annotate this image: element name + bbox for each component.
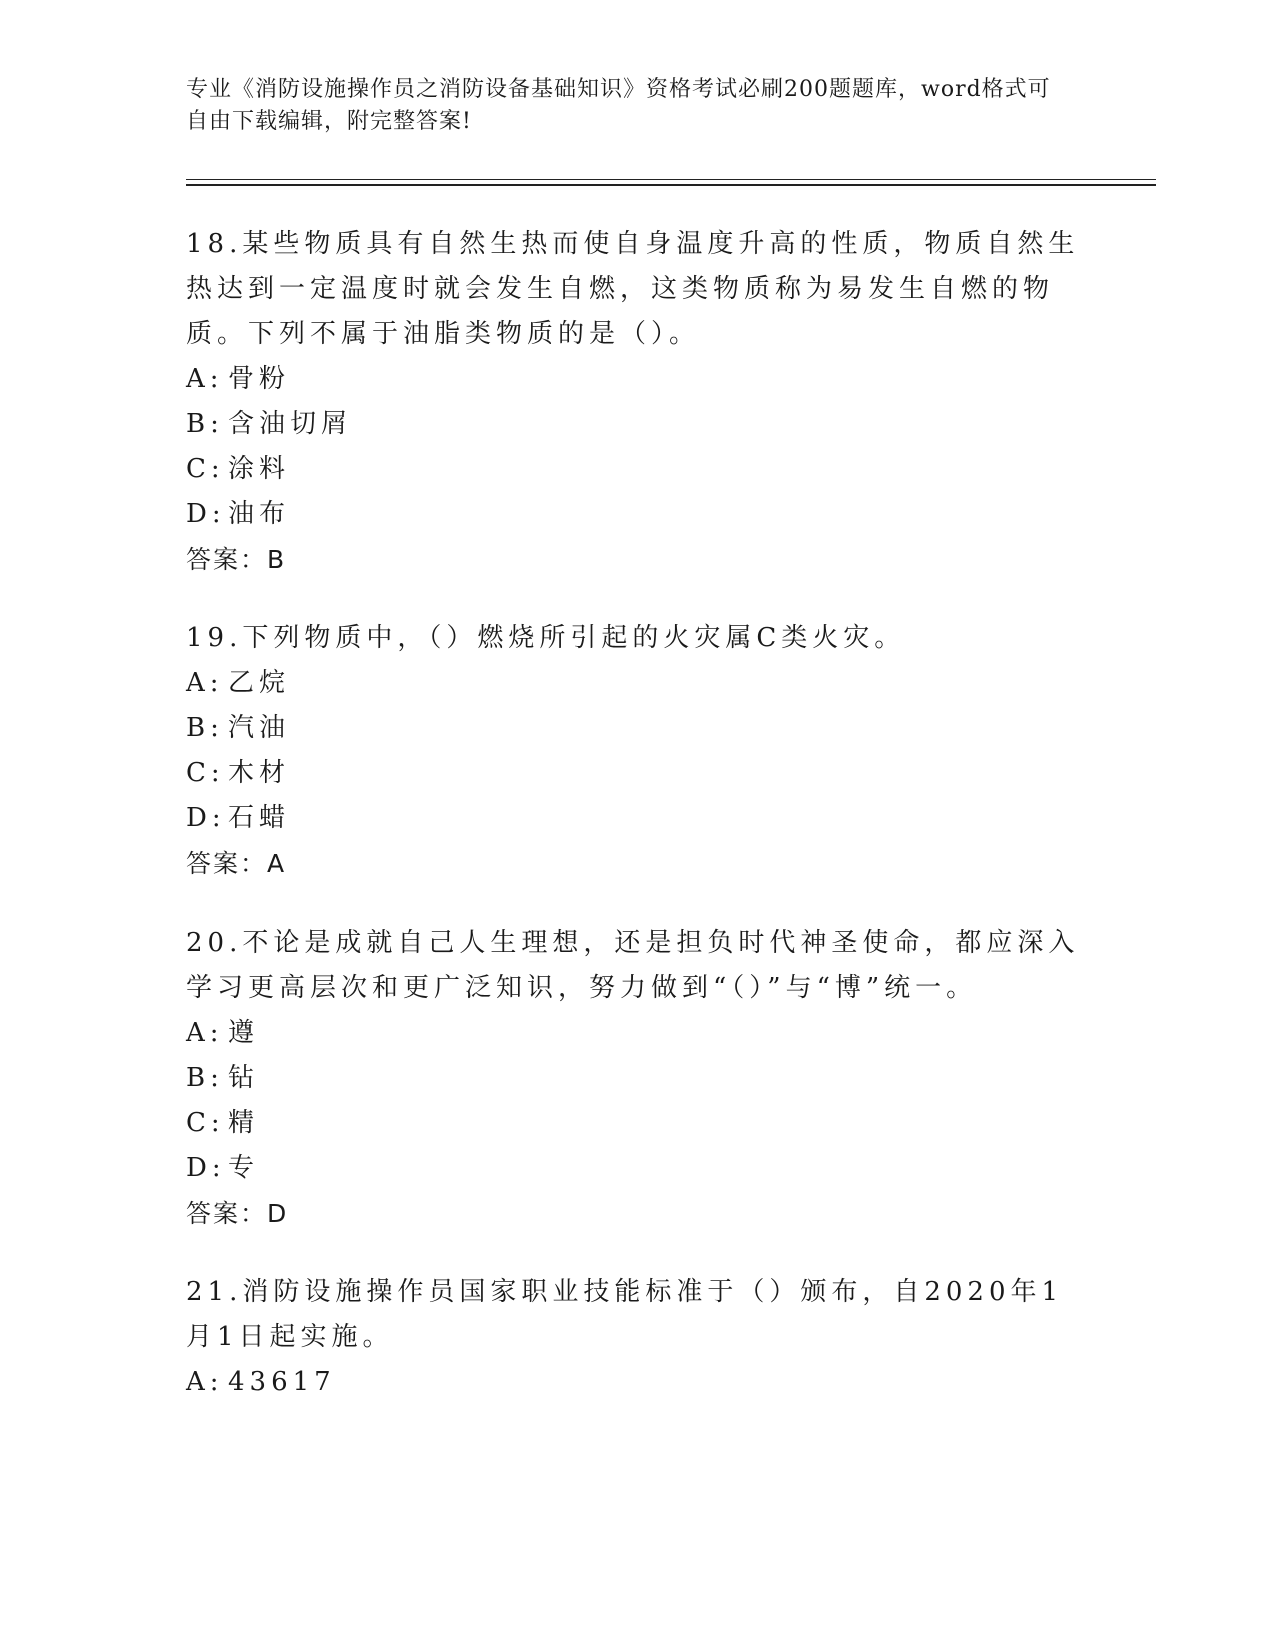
option-label: A: xyxy=(186,1018,224,1048)
header-text: 专业《消防设施操作员之消防设备基础知识》资格考试必刷200题题库，word格式可自由下载编辑，附完整答案! xyxy=(186,77,1051,134)
option-text: 专 xyxy=(228,1153,260,1183)
option-c xyxy=(186,751,1086,796)
option-text: 汽油 xyxy=(228,713,291,743)
option-label: C: xyxy=(186,454,225,484)
option-c xyxy=(186,1101,1086,1146)
answer-line: 答案：B xyxy=(186,545,287,574)
question-stem: 20.不论是成就自己人生理想，还是担负时代神圣使命，都应深入学习更高层次和更广泛知识，努力做到“（）”与“博”统一。 xyxy=(186,928,1080,1003)
option-text: 石蜡 xyxy=(228,803,291,833)
option-b xyxy=(186,402,1086,447)
question-18 xyxy=(186,222,1086,582)
option-a xyxy=(186,1011,1086,1056)
option-a xyxy=(186,1360,1086,1405)
header-divider-top xyxy=(186,179,1156,180)
option-text: 43617 xyxy=(228,1367,336,1397)
option-text: 钻 xyxy=(228,1063,260,1093)
option-label: D: xyxy=(186,1153,226,1183)
option-label: B: xyxy=(186,409,224,439)
option-text: 涂料 xyxy=(228,454,291,484)
answer-line: 答案：D xyxy=(186,1199,289,1228)
question-20 xyxy=(186,921,1086,1236)
document-header xyxy=(186,74,1066,138)
option-text: 木材 xyxy=(228,758,291,788)
option-b xyxy=(186,1056,1086,1101)
option-label: D: xyxy=(186,803,226,833)
option-text: 遵 xyxy=(228,1018,260,1048)
option-text: 精 xyxy=(228,1108,260,1138)
option-text: 骨粉 xyxy=(228,364,291,394)
option-label: D: xyxy=(186,499,226,529)
answer-line: 答案：A xyxy=(186,849,287,878)
question-stem: 19.下列物质中，（）燃烧所引起的火灾属C类火灾。 xyxy=(186,623,906,653)
option-a xyxy=(186,357,1086,402)
question-stem: 21.消防设施操作员国家职业技能标准于（）颁布，自2020年1月1日起实施。 xyxy=(186,1277,1064,1352)
question-19 xyxy=(186,616,1086,886)
option-text: 乙烷 xyxy=(228,668,291,698)
option-text: 含油切屑 xyxy=(228,409,353,439)
option-label: C: xyxy=(186,1108,225,1138)
option-b xyxy=(186,706,1086,751)
option-label: A: xyxy=(186,364,224,394)
option-label: B: xyxy=(186,713,224,743)
option-label: A: xyxy=(186,1367,224,1397)
option-label: C: xyxy=(186,758,225,788)
option-d xyxy=(186,492,1086,537)
option-d xyxy=(186,796,1086,841)
option-d xyxy=(186,1146,1086,1191)
option-label: B: xyxy=(186,1063,224,1093)
option-a xyxy=(186,661,1086,706)
question-stem: 18.某些物质具有自然生热而使自身温度升高的性质，物质自然生热达到一定温度时就会发生自燃，这类物质称为易发生自燃的物质。下列不属于油脂类物质的是（）。 xyxy=(186,229,1080,349)
header-divider-bottom xyxy=(186,184,1156,186)
option-text: 油布 xyxy=(228,499,291,529)
option-label: A: xyxy=(186,668,224,698)
option-c xyxy=(186,447,1086,492)
question-21 xyxy=(186,1270,1086,1405)
